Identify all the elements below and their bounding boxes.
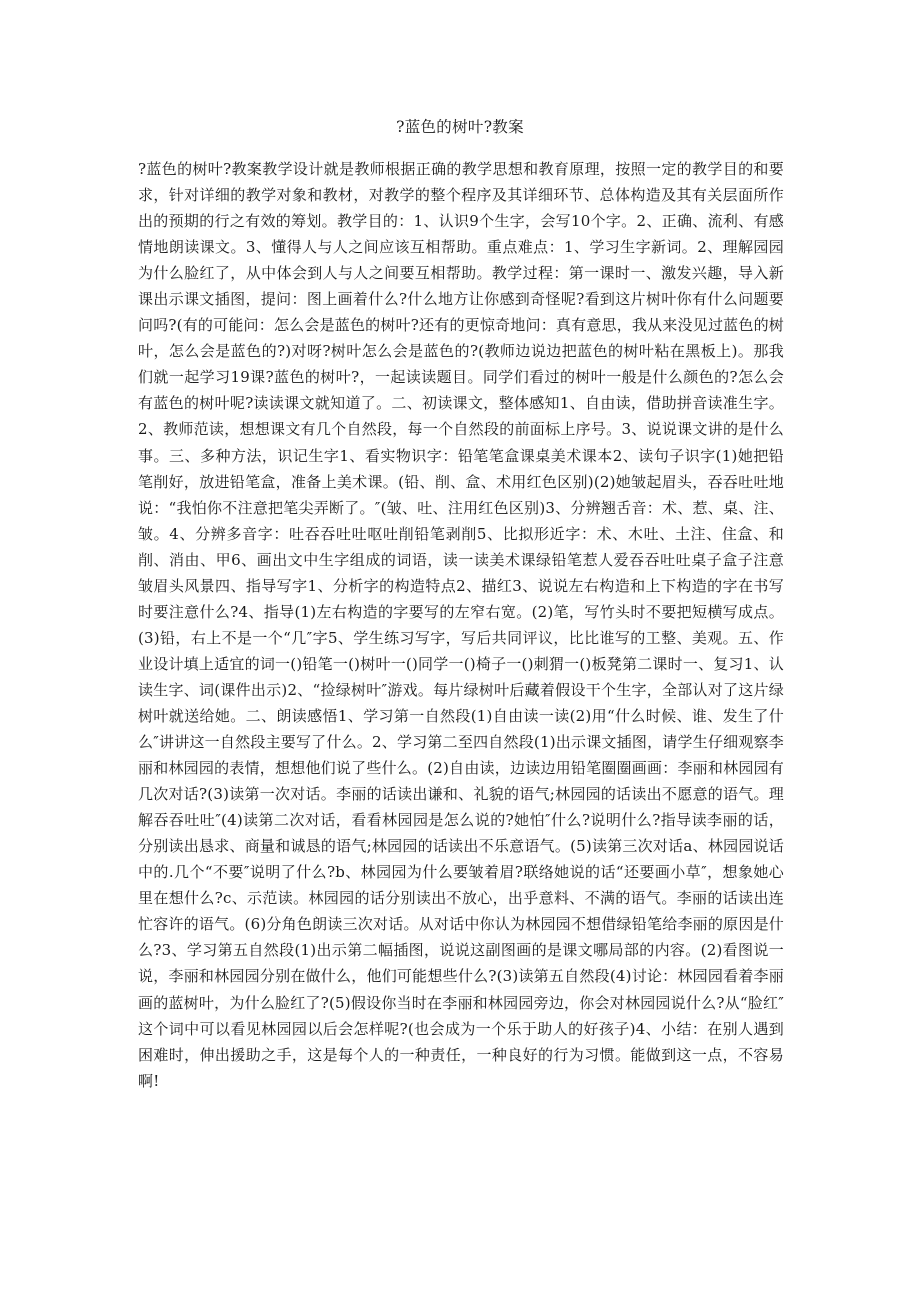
document-body-text: ?蓝色的树叶?教案教学设计就是教师根据正确的教学思想和教育原理，按照一定的教学目的和要求，针对详细的教学对象和教材，对教学的整个程序及其详细环节、总体构造及其有关层面所作出的预期的行之有效的筹划。教学目的：1、认识9个生字，会写10个字。2、正确、流利、有感情地朗读课文。3、懂得人与人之间应该互相帮助。重点难点：1、学习生字新词。2、理解园园为什么脸红了，从中体会到人与人之间要互相帮助。教学过程：第一课时一、激发兴趣，导入新课出示课文插图，提问：图上画着什么?什么地方让你感到奇怪呢?看到这片树叶你有什么问题要问吗?(有的可能问：怎么会是蓝色的树叶?还有的更惊奇地问：真有意思，我从来没见过蓝色的树叶，怎么会是蓝色的?)对呀?树叶怎么会是蓝色的?(教师边说边把蓝色的树叶粘在黑板上)。那我们就一起学习19课?蓝色的树叶?，一起读读题目。同学们看过的树叶一般是什么颜色的?怎么会有蓝色的树叶呢?读读课文就知道了。二、初读课文，整体感知1、自由读，借助拼音读准生字。2、教师范读，想想课文有几个自然段，每一个自然段的前面标上序号。3、说说课文讲的是什么事。三、多种方法，识记生字1、看实物识字：铅笔笔盒课桌美术课本2、读句子识字(1)她把铅笔削好，放进铅笔盒，准备上美术课。(铅、削、盒、术用红色区别)(2)她皱起眉头，吞吞吐吐地说：“我怕你不注意把笔尖弄断了。″(皱、吐、注用红色区别)3、分辨翘舌音：术、惹、桌、注、皱。4、分辨多音字：吐吞吞吐吐呕吐削铅笔剥削5、比拟形近字：术、木吐、土注、住盒、和削、消由、甲6、画出文中生字组成的词语，读一读美术课绿铅笔惹人爱吞吞吐吐桌子盒子注意皱眉头风景四、指导写字1、分析字的构造特点2、描红3、说说左右构造和上下构造的字在书写时要注意什么?4、指导(1)左右构造的字要写的左窄右宽。(2)笔，写竹头时不要把短横写成点。(3)铅，右上不是一个“几″字5、学生练习写字，写后共同评议，比比谁写的工整、美观。五、作业设计填上适宜的词一()铅笔一()树叶一()同学一()椅子一()刺猬一()板凳第二课时一、复习1、认读生字、词(课件出示)2、“捡绿树叶″游戏。每片绿树叶后藏着假设干个生字，全部认对了这片绿树叶就送给她。二、朗读感悟1、学习第一自然段(1)自由读一读(2)用“什么时候、谁、发生了什么″讲讲这一自然段主要写了什么。2、学习第二至四自然段(1)出示课文插图，请学生仔细观察李丽和林园园的表情，想想他们说了些什么。(2)自由读，边读边用铅笔圈圈画画：李丽和林园园有几次对话?(3)读第一次对话。李丽的话读出谦和、礼貌的语气;林园园的话读出不愿意的语气。理解吞吞吐吐″(4)读第二次对话，看看林园园是怎么说的?她怕″什么?说明什么?指导读李丽的话，分别读出恳求、商量和诚恳的语气;林园园的话读出不乐意语气。(5)读第三次对话a、林园园说话中的.几个“不要″说明了什么?b、林园园为什么要皱着眉?联络她说的话“还要画小草″，想象她心里在想什么?c、示范读。林园园的话分别读出不放心，出乎意料、不满的语气。李丽的话读出连忙容许的语气。(6)分角色朗读三次对话。从对话中你认为林园园不想借绿铅笔给李丽的原因是什么?3、学习第五自然段(1)出示第二幅插图，说说这副图画的是课文哪局部的内容。(2)看图说一说，李丽和林园园分别在做什么，他们可能想些什么?(3)读第五自然段(4)讨论：林园园看着李丽画的蓝树叶，为什么脸红了?(5)假设你当时在李丽和林园园旁边，你会对林园园说什么?从“脸红″这个词中可以看见林园园以后会怎样呢?(也会成为一个乐于助人的好孩子)4、小结：在别人遇到困难时，伸出援助之手，这是每个人的一种责任，一种良好的行为习惯。能做到这一点，不容易啊! <box>138 160 784 1090</box>
document-title: ?蓝色的树叶?教案 <box>396 118 524 136</box>
